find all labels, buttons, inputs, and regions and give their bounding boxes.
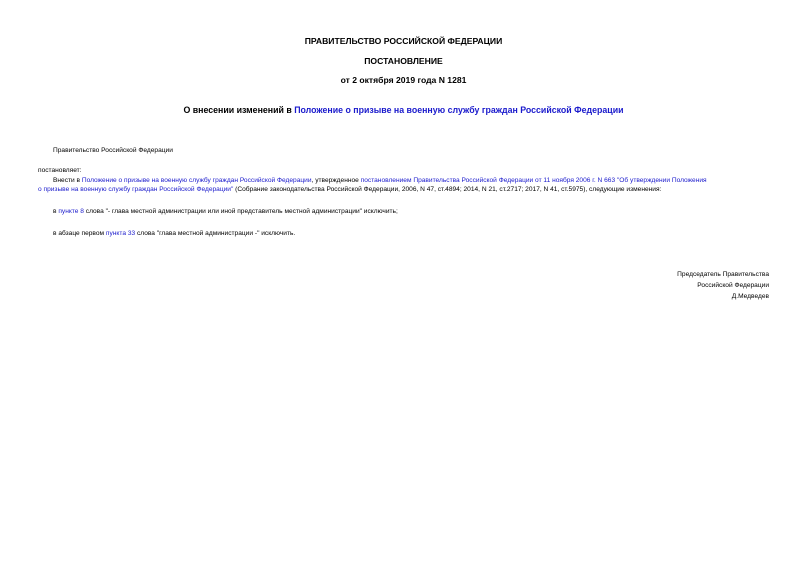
document-type: ПОСТАНОВЛЕНИЕ	[364, 56, 443, 66]
resolution-663-link[interactable]: постановлением Правительства Российской Федерации от 11 ноября 2006 г. N 663 "Об утверждении Положения	[360, 177, 707, 184]
decree-word: постановляет:	[38, 167, 82, 174]
amendment-item-2: в абзаце первом пункта 33 слова "глава местной администрации -" исключить.	[53, 230, 296, 237]
government-paragraph: Правительство Российской Федерации	[53, 147, 173, 154]
signatory-country: Российской Федерации	[697, 282, 769, 289]
amendment-item-1: в пункте 8 слова "- глава местной администрации или иной представитель местной администрации" исключить;	[53, 208, 398, 215]
document-title	[0, 105, 807, 116]
signature-block	[677, 269, 769, 302]
document-date-number: от 2 октября 2019 года N 1281	[340, 75, 467, 85]
clause-33-link[interactable]: пункта 33	[105, 230, 136, 237]
clause-8-link[interactable]: пункте 8	[58, 208, 84, 215]
main-paragraph-line-2: о призыве на военную службу граждан Российской Федерации" (Собрание законодательства Российской Федерации, 2006, N 47, ст.4894; 2014, N 21, ст.2717; 2017, N 41, ст.5975), следующие изменения:	[38, 186, 662, 193]
title-prefix: О внесении изменений в	[183, 105, 295, 115]
resolution-663-link-continued[interactable]: о призыве на военную службу граждан Российской Федерации"	[38, 186, 234, 193]
regulation-link[interactable]: Положение о призыве на военную службу граждан Российской Федерации	[81, 177, 312, 184]
title-regulation-link[interactable]: Положение о призыве на военную службу граждан Российской Федерации	[294, 105, 624, 115]
signatory-name: Д.Медведев	[731, 293, 769, 300]
main-paragraph-line-1: Внести в Положение о призыве на военную службу граждан Российской Федерации, утвержденное постановлением Правительства Российской Федерации от 11 ноября 2006 г. N 663 "Об утверждении Положения	[53, 177, 707, 184]
issuing-authority: ПРАВИТЕЛЬСТВО РОССИЙСКОЙ ФЕДЕРАЦИИ	[304, 36, 503, 46]
signatory-position: Председатель Правительства	[677, 271, 769, 278]
